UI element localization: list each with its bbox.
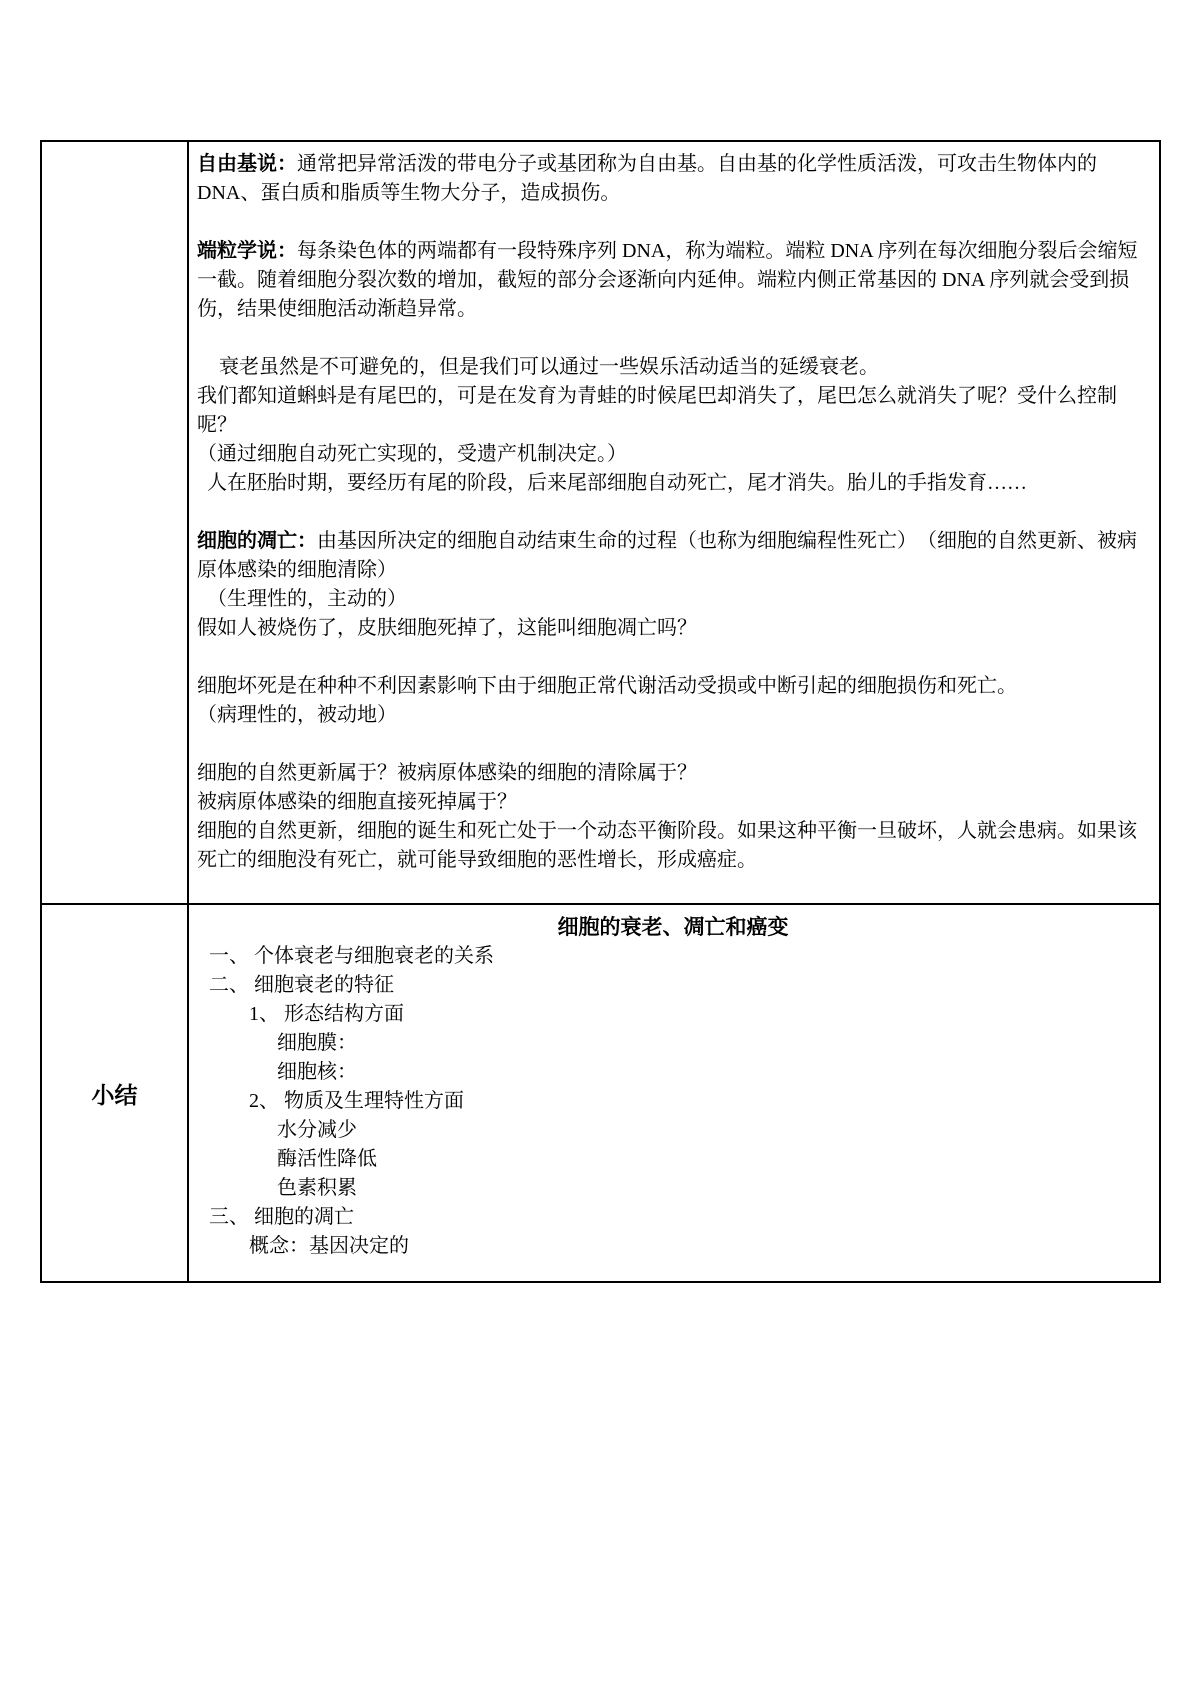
paragraph-apoptosis: [197, 527, 1149, 585]
outline-item: 细胞膜：: [277, 1032, 357, 1054]
empty-label-cell: [41, 141, 188, 904]
text-telomere: 每条染色体的两端都有一段特殊序列 DNA，称为端粒。端粒 DNA 序列在每次细胞分裂后会缩短一截。随着细胞分裂次数的增加，截短的部分会逐渐向内延伸。端粒内侧正常基因的 DNA 序列就会受到损伤，结果使细胞活动渐趋异常。: [197, 240, 1138, 320]
outline-item: 概念：基因决定的: [249, 1235, 409, 1257]
lesson-plan-table: [40, 140, 1161, 1283]
paragraph-telomere: [197, 237, 1149, 324]
outline-item: 细胞核：: [277, 1061, 357, 1083]
paragraph-free-radical: [197, 150, 1149, 208]
outline-item: 色素积累: [277, 1177, 357, 1199]
summary-row: [41, 904, 1160, 1282]
outline-title: 细胞的衰老、凋亡和癌变: [557, 916, 789, 939]
line-tadpole-question: 我们都知道蝌蚪是有尾巴的，可是在发育为青蛙的时候尾巴却消失了，尾巴怎么就消失了呢？受什么控制呢？: [197, 385, 1117, 436]
text-apoptosis: 由基因所决定的细胞自动结束生命的过程（也称为细胞编程性死亡） （细胞的自然更新、被病原体感染的细胞清除）: [197, 530, 1137, 581]
outline-item: 水分减少: [277, 1119, 357, 1141]
line-tadpole-answer: （通过细胞自动死亡实现的，受遗产机制决定。）: [197, 443, 627, 465]
line-question2: 被病原体感染的细胞直接死掉属于？: [197, 791, 517, 813]
line-aging-note: 衰老虽然是不可避免的，但是我们可以通过一些娱乐活动适当的延缓衰老。: [219, 356, 879, 378]
text-free-radical: 通常把异常活泼的带电分子或基团称为自由基。自由基的化学性质活泼，可攻击生物体内的 DNA、蛋白质和脂质等生物大分子，造成损伤。: [197, 153, 1097, 204]
term-apoptosis: 细胞的凋亡：: [197, 530, 317, 552]
outline-item: 2、 物质及生理特性方面: [249, 1090, 464, 1112]
paragraph-balance: 细胞的自然更新，细胞的诞生和死亡处于一个动态平衡阶段。如果这种平衡一旦破坏，人就会患病。如果该死亡的细胞没有死亡，就可能导致细胞的恶性增长，形成癌症。: [197, 820, 1137, 871]
line-pathological-note: （病理性的，被动地）: [197, 704, 397, 726]
outline-item: 三、 细胞的凋亡: [209, 1206, 354, 1228]
line-physiological-note: （生理性的，主动的）: [207, 588, 407, 610]
outline-item: 二、 细胞衰老的特征: [209, 974, 394, 996]
content-row: [41, 141, 1160, 904]
paragraph-necrosis: 细胞坏死是在种种不利因素影响下由于细胞正常代谢活动受损或中断引起的细胞损伤和死亡。: [197, 675, 1017, 697]
line-burn-question: 假如人被烧伤了，皮肤细胞死掉了，这能叫细胞凋亡吗？: [197, 617, 697, 639]
content-cell: [188, 141, 1160, 904]
term-telomere: 端粒学说：: [197, 240, 297, 262]
outline-item: 酶活性降低: [277, 1148, 377, 1170]
summary-content-cell: [188, 904, 1160, 1282]
line-embryo-note: 人在胚胎时期，要经历有尾的阶段，后来尾部细胞自动死亡，尾才消失。胎儿的手指发育……: [207, 472, 1027, 494]
outline-item: 一、 个体衰老与细胞衰老的关系: [209, 945, 494, 967]
line-question1: 细胞的自然更新属于？被病原体感染的细胞的清除属于？: [197, 762, 697, 784]
summary-label-cell: [41, 904, 188, 1282]
term-free-radical: 自由基说：: [197, 153, 297, 175]
summary-label: 小结: [91, 1081, 138, 1108]
outline-item: 1、 形态结构方面: [249, 1003, 404, 1025]
